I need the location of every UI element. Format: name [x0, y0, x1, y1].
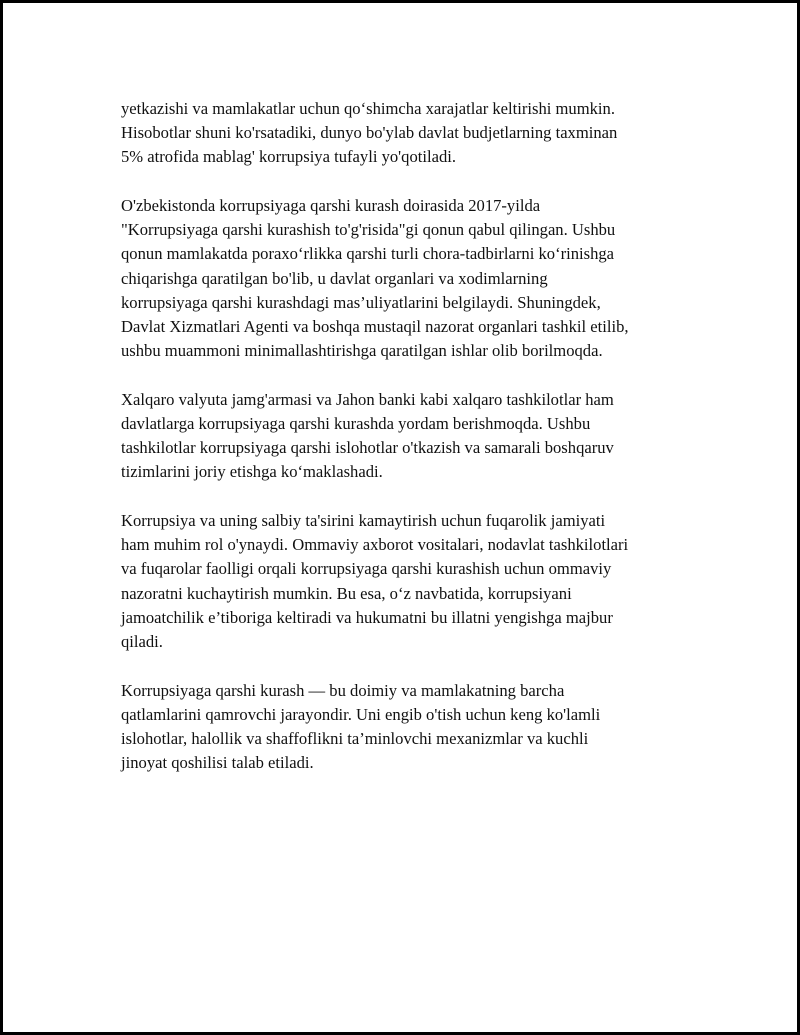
text-line: ham muhim rol o'ynaydi. Ommaviy axborot vositalari, nodavlat tashkilotlari	[121, 535, 629, 555]
text-line: va fuqarolar faolligi orqali korrupsiyaga qarshi kurashish uchun ommaviy	[121, 559, 612, 579]
text-line: O'zbekistonda korrupsiyaga qarshi kurash doirasida 2017-yilda	[121, 196, 541, 215]
text-line: davlatlarga korrupsiyaga qarshi kurashda yordam berishmoqda. Ushbu	[121, 414, 591, 434]
text-line: islohotlar, halollik va shaffoflikni ta’minlovchi mexanizmlar va kuchli	[121, 729, 589, 749]
text-line: Davlat Xizmatlari Agenti va boshqa mustaqil nazorat organlari tashkil etilib,	[121, 317, 629, 337]
text-line: 5% atrofida mablag' korrupsiya tufayli yo'qotiladi.	[121, 147, 457, 167]
text-line: nazoratni kuchaytirish mumkin. Bu esa, o‘z navbatida, korrupsiyani	[121, 583, 572, 603]
text-line: qonun mamlakatda poraxo‘rlikka qarshi turli chora-tadbirlarni ko‘rinishga	[121, 244, 615, 264]
text-line: ushbu muammoni minimallashtirishga qaratilgan ishlar olib borilmoqda.	[121, 341, 603, 361]
paragraph-1	[121, 97, 696, 170]
text-line: tashkilotlar korrupsiyaga qarshi islohotlar o'tkazish va samarali boshqaruv	[121, 438, 614, 458]
paragraph-5	[121, 679, 696, 776]
text-line: qatlamlarini qamrovchi jarayondir. Uni engib o'tish uchun keng ko'lamli	[121, 704, 601, 724]
text-line: Xalqaro valyuta jamg'armasi va Jahon banki kabi xalqaro tashkilotlar ham	[121, 389, 614, 409]
text-line: yetkazishi va mamlakatlar uchun qo‘shimcha xarajatlar keltirishi mumkin.	[121, 99, 615, 118]
text-line: jinoyat qoshilisi talab etiladi.	[121, 753, 314, 773]
paragraph-4	[121, 509, 696, 654]
text-line: tizimlarini joriy etishga ko‘maklashadi.	[121, 462, 383, 482]
text-line: Korrupsiya va uning salbiy ta'sirini kamaytirish uchun fuqarolik jamiyati	[121, 511, 606, 531]
text-line: Korrupsiyaga qarshi kurash — bu doimiy va mamlakatning barcha	[121, 680, 565, 700]
text-line: jamoatchilik e’tiboriga keltiradi va hukumatni bu illatni yengishga majbur	[121, 607, 613, 627]
document-body	[121, 97, 696, 800]
text-line: "Korrupsiyaga qarshi kurashish to'g'risida"gi qonun qabul qilingan. Ushbu	[121, 220, 616, 240]
paragraph-2	[121, 194, 696, 363]
text-line: korrupsiyaga qarshi kurashdagi mas’uliyatlarini belgilaydi. Shuningdek,	[121, 292, 601, 312]
paragraph-3	[121, 388, 696, 485]
text-line: chiqarishga qaratilgan bo'lib, u davlat organlari va xodimlarning	[121, 268, 548, 288]
text-line: Hisobotlar shuni ko'rsatadiki, dunyo bo'ylab davlat budjetlarning taxminan	[121, 123, 618, 143]
text-line: qiladi.	[121, 632, 163, 652]
